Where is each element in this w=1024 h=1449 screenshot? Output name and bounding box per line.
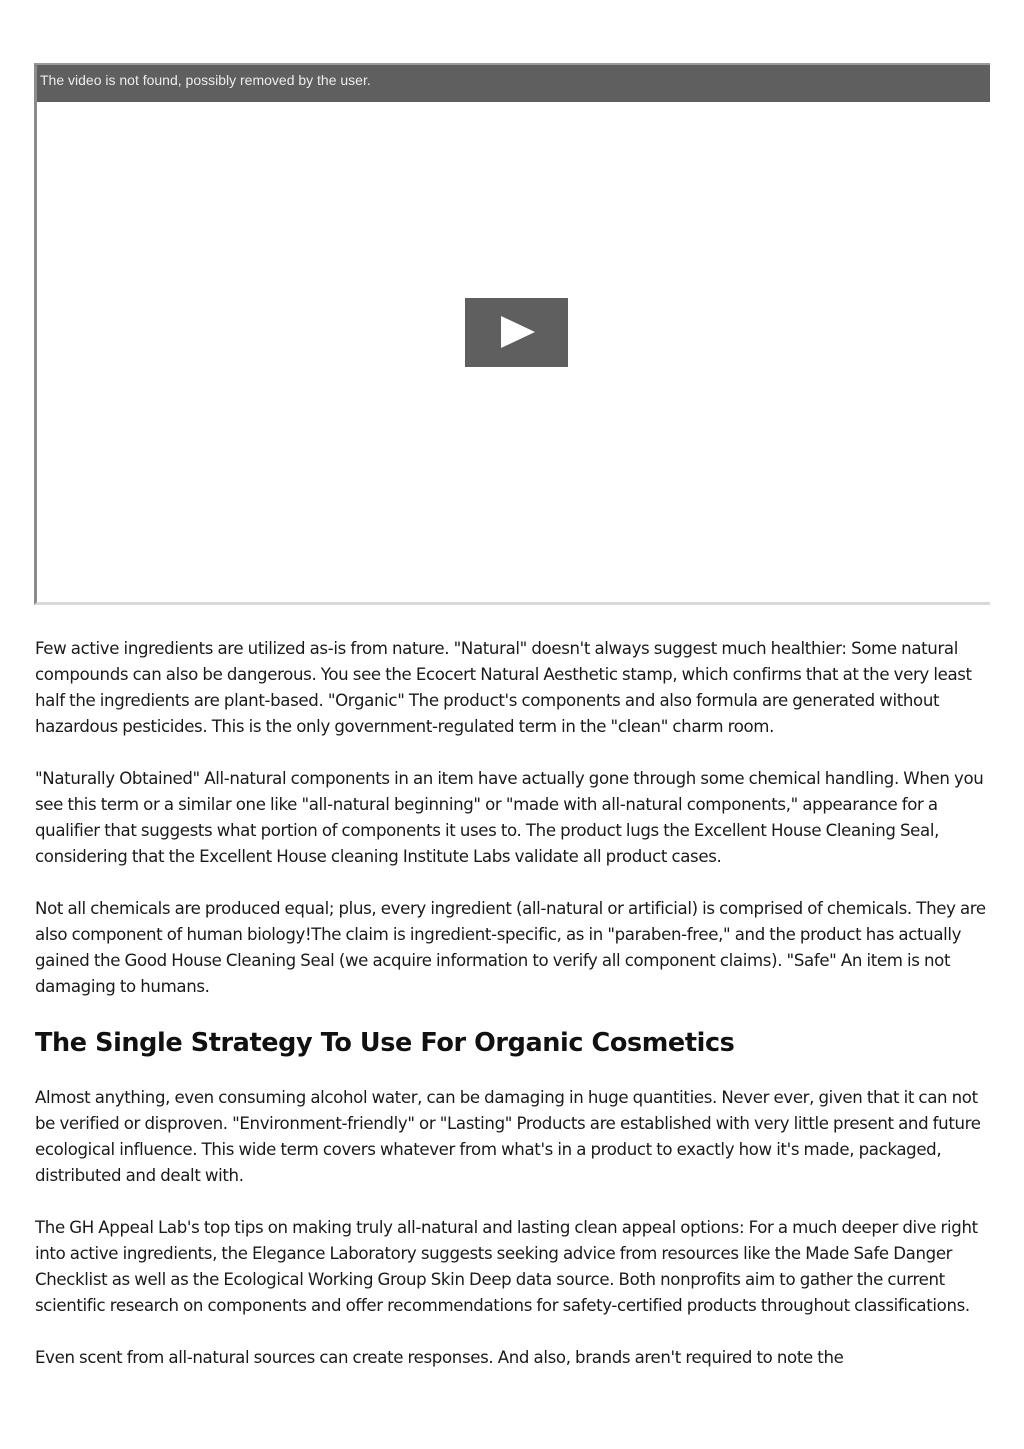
video-error-message: The video is not found, possibly removed by the user. <box>40 72 371 88</box>
section-heading: The Single Strategy To Use For Organic Cosmetics <box>35 1028 735 1058</box>
paragraph-1: Few active ingredients are utilized as-is from nature. "Natural" doesn't always suggest much healthier: Some natural compounds can also be dangerous. You see the Ecocert Natural Aesthetic stamp, which confirms that at the very least half the ingredients are plant-based. "Organic" The product's components and also formula are generated without hazardous pesticides. This is the only government-regulated term in the "clean" charm room. <box>35 639 972 736</box>
play-triangle-icon <box>501 316 535 348</box>
play-button[interactable] <box>465 298 568 367</box>
paragraph-2: "Naturally Obtained" All-natural components in an item have actually gone through some chemical handling. When you see this term or a similar one like "all-natural beginning" or "made with all-natural components," appearance for a qualifier that suggests what portion of components it uses to. The product lugs the Excellent House Cleaning Seal, considering that the Excellent House cleaning Institute Labs validate all product cases. <box>35 769 984 866</box>
paragraph-4: Almost anything, even consuming alcohol water, can be damaging in huge quantities. Never ever, given that it can not be verified or disproven. "Environment-friendly" or "Lasting" Products are established with very little present and future ecological influence. This wide term covers whatever from what's in a product to exactly how it's made, packaged, distributed and dealt with. <box>35 1088 981 1185</box>
video-player[interactable] <box>34 63 990 605</box>
paragraph-3: Not all chemicals are produced equal; plus, every ingredient (all-natural or artificial) is comprised of chemicals. They are also component of human biology!The claim is ingredient-specific, as in "paraben-free," and the product has actually gained the Good House Cleaning Seal (we acquire information to verify all component claims). "Safe" An item is not damaging to humans. <box>35 899 986 996</box>
paragraph-6: Even scent from all-natural sources can create responses. And also, brands aren't required to note the <box>35 1348 844 1367</box>
video-title-bar <box>37 65 990 102</box>
paragraph-5: The GH Appeal Lab's top tips on making truly all-natural and lasting clean appeal options: For a much deeper dive right into active ingredients, the Elegance Laboratory suggests seeking advice from resources like the Made Safe Danger Checklist as well as the Ecological Working Group Skin Deep data source. Both nonprofits aim to gather the current scientific research on components and offer recommendations for safety-certified products throughout classifications. <box>35 1218 978 1315</box>
article-body <box>35 636 993 1397</box>
